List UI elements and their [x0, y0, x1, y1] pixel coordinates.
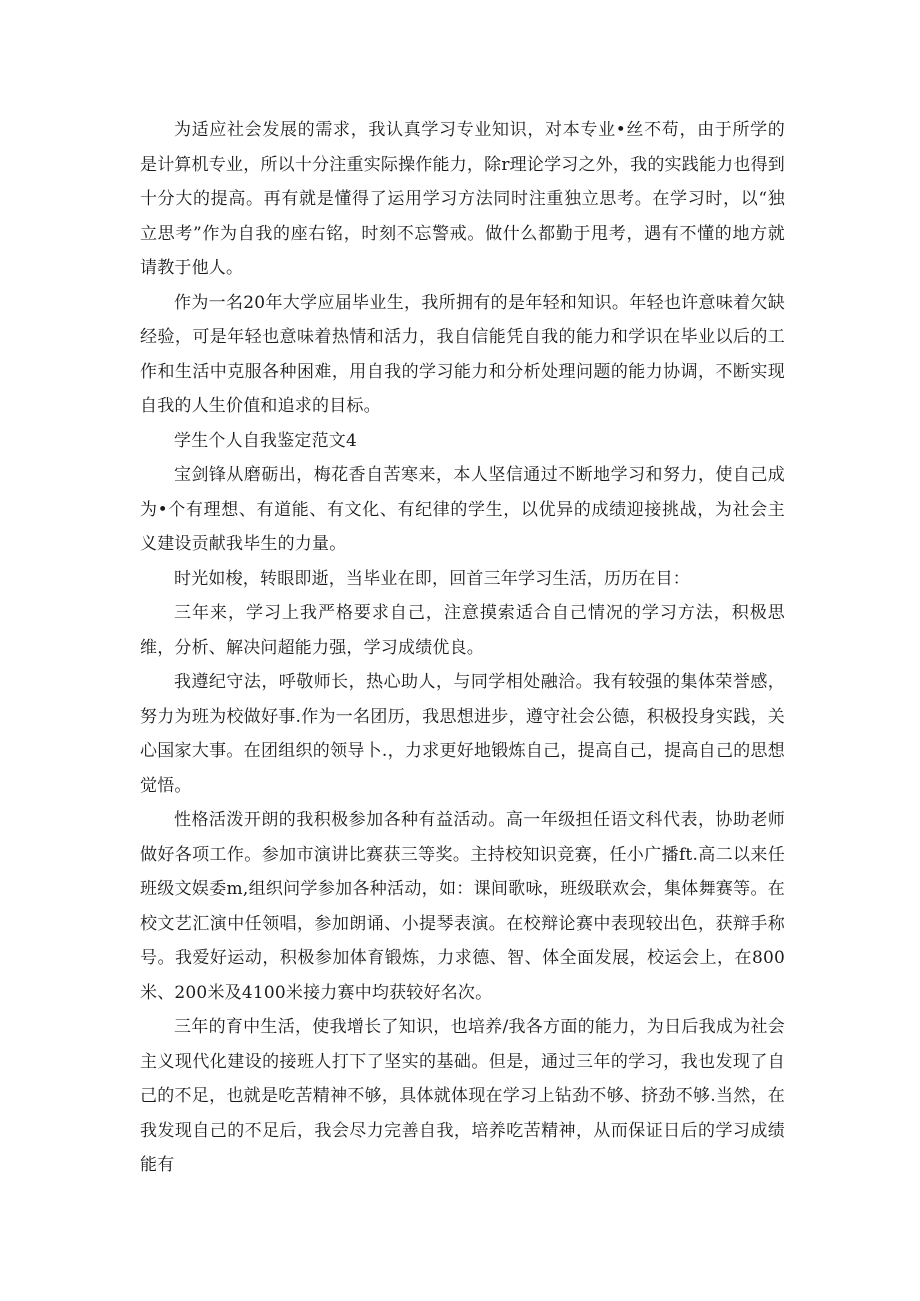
- paragraph-motto: 宝剑锋从磨砺出，梅花香自苦寒来，本人坚信通过不断地学习和努力，使自己成为•个有理想、有道能、有文化、有纪律的学生，以优异的成绩迎接挑战，为社会主义建设贡献我毕生的力量。: [140, 465, 785, 554]
- paragraph-time-flies: 时光如梭，转眼即逝，当毕业在即，回首三年学习生活，历历在目：: [174, 568, 690, 589]
- paragraph-activities: 性格活泼开朗的我积极参加各种有益活动。高一年级担任语文科代表，协助老师做好各项工作。参加市演讲比赛获三等奖。主持校知识竞赛，任小广播ft.高二以来任班级文娱委m,组织问学参加各种活动，如：课间歌咏，班级联欢会，集体舞赛等。在校文艺汇演中任领唱，参加朗诵、小提琴表演。在校辩论赛中表现较出色，获辩手称号。我爱好运动，积极参加体育锻炼，力求德、智、体全面发展，校运会上，在800米、200米及4100米接力赛中均获较好名次。: [140, 810, 785, 1003]
- paragraph-graduate-intro: 作为一名20年大学应届毕业生，我所拥有的是年轻和知识。年轻也许意味着欠缺经验，可是年轻也意味着热情和活力，我自信能凭自我的能力和学识在毕业以后的工作和生活中克服各种困难，用自我的学习能力和分析处理问题的能力协调，不断实现自我的人生价值和追求的目标。: [140, 292, 785, 416]
- paragraph-study-attitude: 为适应社会发展的需求，我认真学习专业知识，对本专业•丝不苟，由于所学的是计算机专业，所以十分注重实际操作能力，除r理论学习之外，我的实践能力也得到十分大的提高。再有就是懂得了运用学习方法同时注重独立思考。在学习时，以“独立思考”作为自我的座右铭，时刻不忘警戒。做什么都勤于甩考，遇有不懂的地方就请教于他人。: [140, 120, 785, 278]
- paragraph-study: 三年来，学习上我严格要求自己，注意摸索适合自己情况的学习方法，积极思维，分析、解决问超能力强，学习成绩优良。: [140, 603, 785, 658]
- document-body: [140, 113, 785, 1183]
- paragraph-conduct: 我遵纪守法，呼敬师长，热心助人，与同学相处融洽。我有较强的集体荣誉感，努力为班为校做好事.作为一名团历，我思想进步，遵守社会公德，积极投身实践，关心国家大事。在团组织的领导卜.，力求更好地锻炼自己，提高自己，提高自己的思想觉悟。: [140, 672, 785, 796]
- section-heading: 学生个人自我鉴定范文4: [174, 430, 358, 451]
- paragraph-summary: 三年的育中生活，使我增长了知识，也培养/我各方面的能力，为日后我成为社会主义现代化建设的接班人打下了坚实的基础。但是，通过三年的学习，我也发现了自己的不足，也就是吃苦精神不够，具体就体现在学习上钻劲不够、挤劲不够.当然，在我发现自己的不足后，我会尽力完善自我，培养吃苦精神，从而保证日后的学习成绩能有: [140, 1017, 785, 1175]
